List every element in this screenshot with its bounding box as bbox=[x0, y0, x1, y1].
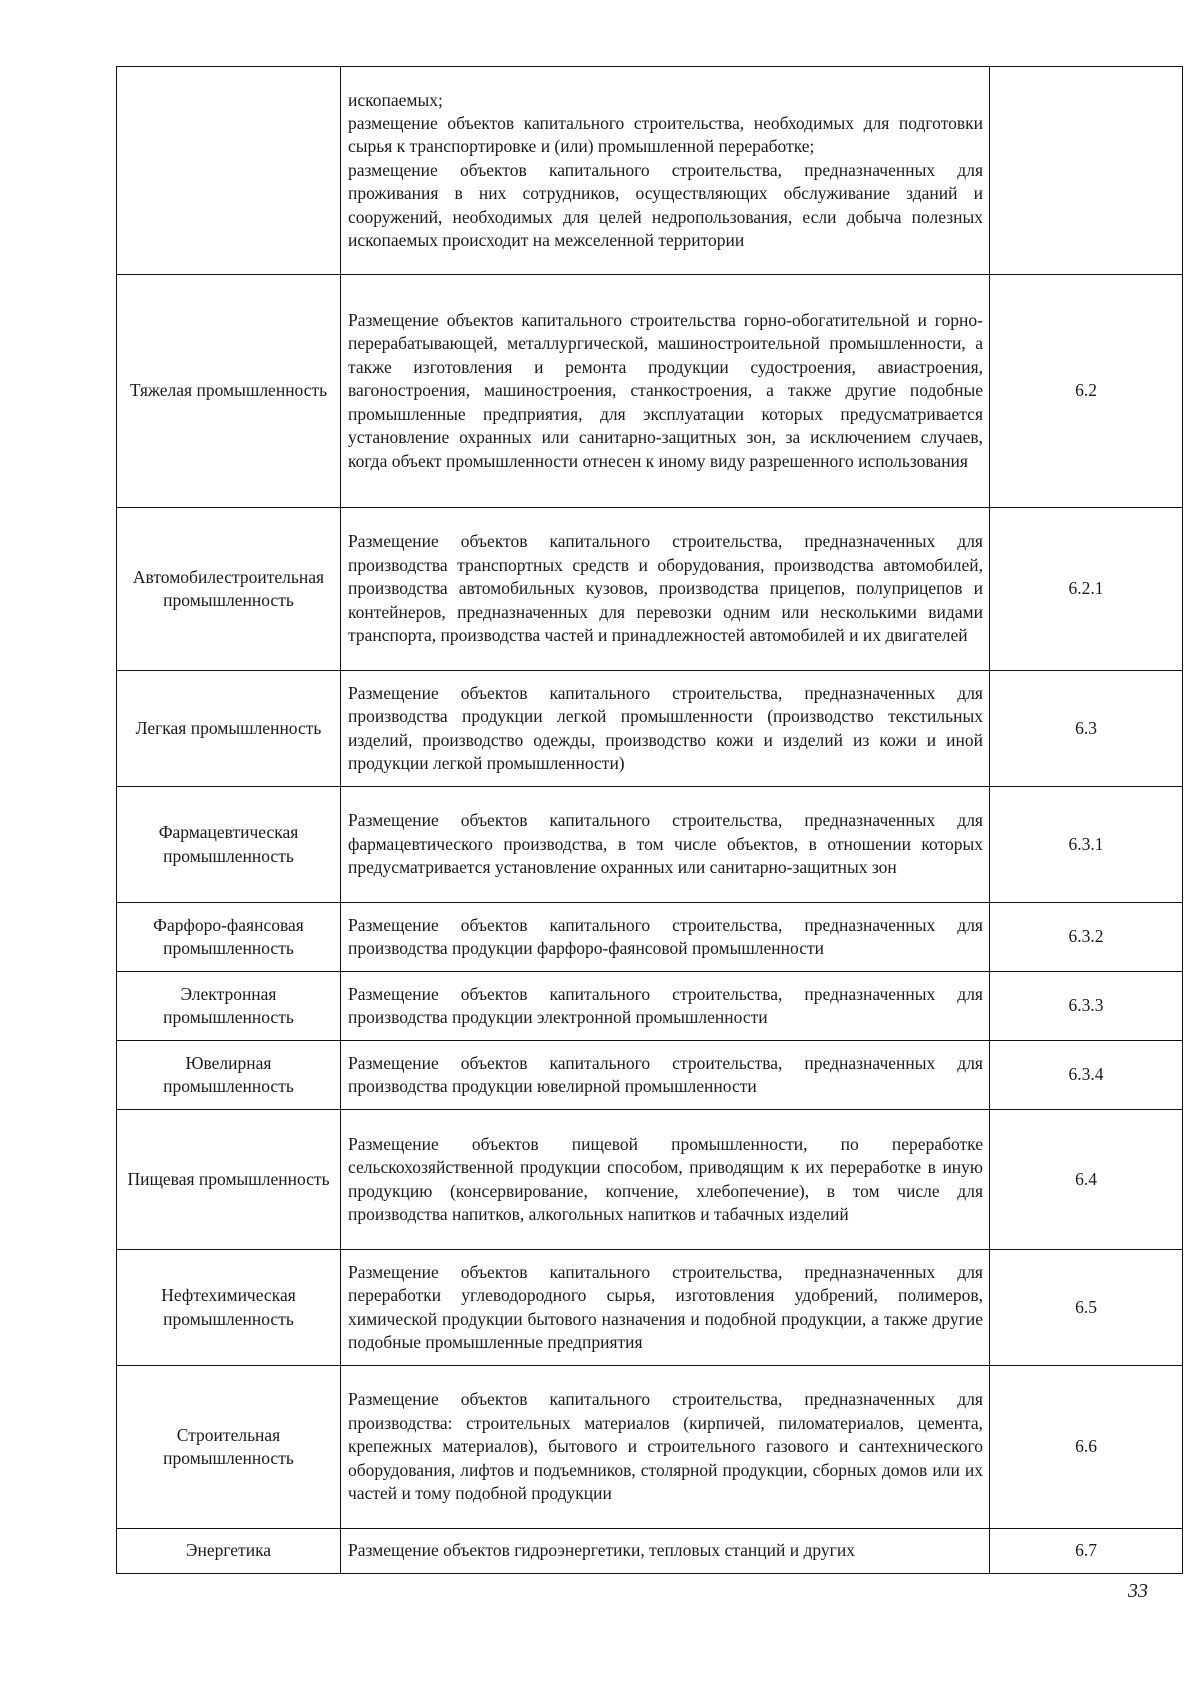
description-paragraph: Размещение объектов капитального строительства, предназначенных для фармацевтического производства, в том числе объектов, в отношении которых предусматривается установление охранных или санитарно-защитных зон bbox=[348, 810, 983, 878]
use-type-description bbox=[341, 671, 990, 787]
use-type-code bbox=[990, 67, 1183, 275]
use-type-description bbox=[341, 1529, 990, 1574]
table-row bbox=[117, 671, 1183, 787]
table-row bbox=[117, 787, 1183, 903]
use-type-name: Строительная промышленность bbox=[117, 1366, 341, 1529]
land-use-table bbox=[116, 66, 1183, 1574]
use-type-description bbox=[341, 1110, 990, 1250]
use-type-code: 6.3.2 bbox=[990, 903, 1183, 972]
use-type-code: 6.3.4 bbox=[990, 1041, 1183, 1110]
use-type-description bbox=[341, 1041, 990, 1110]
description-paragraph: Размещение объектов капитального строительства, предназначенных для производства: строительных материалов (кирпичей, пиломатериалов, цемента, крепежных материалов), бытового и строительного газового и сантехнического оборудования, лифтов и подъемников, столярной продукции, сборных домов или их частей и тому подобной продукции bbox=[348, 1389, 983, 1504]
use-type-name: Тяжелая промышленность bbox=[117, 275, 341, 508]
use-type-name: Пищевая промышленность bbox=[117, 1110, 341, 1250]
table-row bbox=[117, 1366, 1183, 1529]
table-body bbox=[117, 67, 1183, 1574]
use-type-code: 6.2.1 bbox=[990, 508, 1183, 671]
table-row bbox=[117, 1110, 1183, 1250]
use-type-name: Ювелирная промышленность bbox=[117, 1041, 341, 1110]
use-type-name: Автомобилестроительная промышленность bbox=[117, 508, 341, 671]
description-paragraph: Размещение объектов капитального строительства, предназначенных для производства транспортных средств и оборудования, производства автомобилей, производства автомобильных кузовов, производства прицепов, полуприцепов и контейнеров, предназначенных для перевозки одним или несколькими видами транспорта, производства частей и принадлежностей автомобилей и их двигателей bbox=[348, 531, 983, 646]
description-paragraph: Размещение объектов пищевой промышленности, по переработке сельскохозяйственной продукции способом, приводящим к их переработке в иную продукцию (консервирование, копчение, хлебопечение), в том числе для производства напитков, алкогольных напитков и табачных изделий bbox=[348, 1133, 983, 1224]
table-row bbox=[117, 1041, 1183, 1110]
use-type-name: Легкая промышленность bbox=[117, 671, 341, 787]
description-paragraph: Размещение объектов гидроэнергетики, тепловых станций и других bbox=[348, 1540, 855, 1561]
table-row bbox=[117, 275, 1183, 508]
use-type-description bbox=[341, 903, 990, 972]
description-paragraph: Размещение объектов капитального строительства, предназначенных для производства продукции ювелирной промышленности bbox=[348, 1052, 983, 1096]
description-paragraph: Размещение объектов капитального строительства, предназначенных для производства продукции электронной промышленности bbox=[348, 983, 983, 1027]
use-type-code: 6.2 bbox=[990, 275, 1183, 508]
use-type-name: Электронная промышленность bbox=[117, 972, 341, 1041]
table-row bbox=[117, 1529, 1183, 1574]
description-paragraph: Размещение объектов капитального строительства, предназначенных для производства продукции легкой промышленности (производство текстильных изделий, производство одежды, производство кожи и изделий из кожи и иной продукции легкой промышленности) bbox=[348, 682, 983, 773]
use-type-description bbox=[341, 1366, 990, 1529]
description-paragraph: Размещение объектов капитального строительства, предназначенных для переработки углеводородного сырья, изготовления удобрений, полимеров, химической продукции бытового назначения и подобной продукции, а также другие подобные промышленные предприятия bbox=[348, 1261, 983, 1352]
use-type-code: 6.6 bbox=[990, 1366, 1183, 1529]
table-row bbox=[117, 903, 1183, 972]
use-type-code: 6.7 bbox=[990, 1529, 1183, 1574]
table-row bbox=[117, 67, 1183, 275]
use-type-description bbox=[341, 1250, 990, 1366]
use-type-description bbox=[341, 972, 990, 1041]
use-type-code: 6.3.3 bbox=[990, 972, 1183, 1041]
use-type-name: Нефтехимическая промышленность bbox=[117, 1250, 341, 1366]
use-type-code: 6.5 bbox=[990, 1250, 1183, 1366]
use-type-code: 6.3 bbox=[990, 671, 1183, 787]
description-paragraph: размещение объектов капитального строительства, необходимых для подготовки сырья к транспортировке и (или) промышленной переработке; bbox=[348, 112, 983, 157]
use-type-description bbox=[341, 67, 990, 275]
use-type-name: Фарфоро-фаянсовая промышленность bbox=[117, 903, 341, 972]
use-type-description bbox=[341, 787, 990, 903]
description-paragraph: Размещение объектов капитального строительства, предназначенных для производства продукции фарфоро-фаянсовой промышленности bbox=[348, 914, 983, 958]
description-paragraph: ископаемых; bbox=[348, 89, 443, 110]
table-row bbox=[117, 1250, 1183, 1366]
use-type-name: Энергетика bbox=[117, 1529, 341, 1574]
use-type-description bbox=[341, 275, 990, 508]
table-row bbox=[117, 972, 1183, 1041]
page-number: 33 bbox=[1128, 1580, 1148, 1602]
use-type-name bbox=[117, 67, 341, 275]
use-type-code: 6.4 bbox=[990, 1110, 1183, 1250]
description-paragraph: Размещение объектов капитального строительства горно-обогатительной и горно-перерабатывающей, металлургической, машиностроительной промышленности, а также изготовления и ремонта продукции судостроения, авиастроения, вагоностроения, машиностроения, станкостроения, а также другие подобные промышленные предприятия, для эксплуатации которых предусматривается установление охранных или санитарно-защитных зон, за исключением случаев, когда объект промышленности отнесен к иному виду разрешенного использования bbox=[348, 310, 983, 471]
use-type-description bbox=[341, 508, 990, 671]
table-row bbox=[117, 508, 1183, 671]
description-paragraph: размещение объектов капитального строительства, предназначенных для проживания в них сотрудников, осуществляющих обслуживание зданий и сооружений, необходимых для целей недропользования, если добыча полезных ископаемых происходит на межселенной территории bbox=[348, 159, 983, 251]
use-type-code: 6.3.1 bbox=[990, 787, 1183, 903]
use-type-name: Фармацевтическая промышленность bbox=[117, 787, 341, 903]
